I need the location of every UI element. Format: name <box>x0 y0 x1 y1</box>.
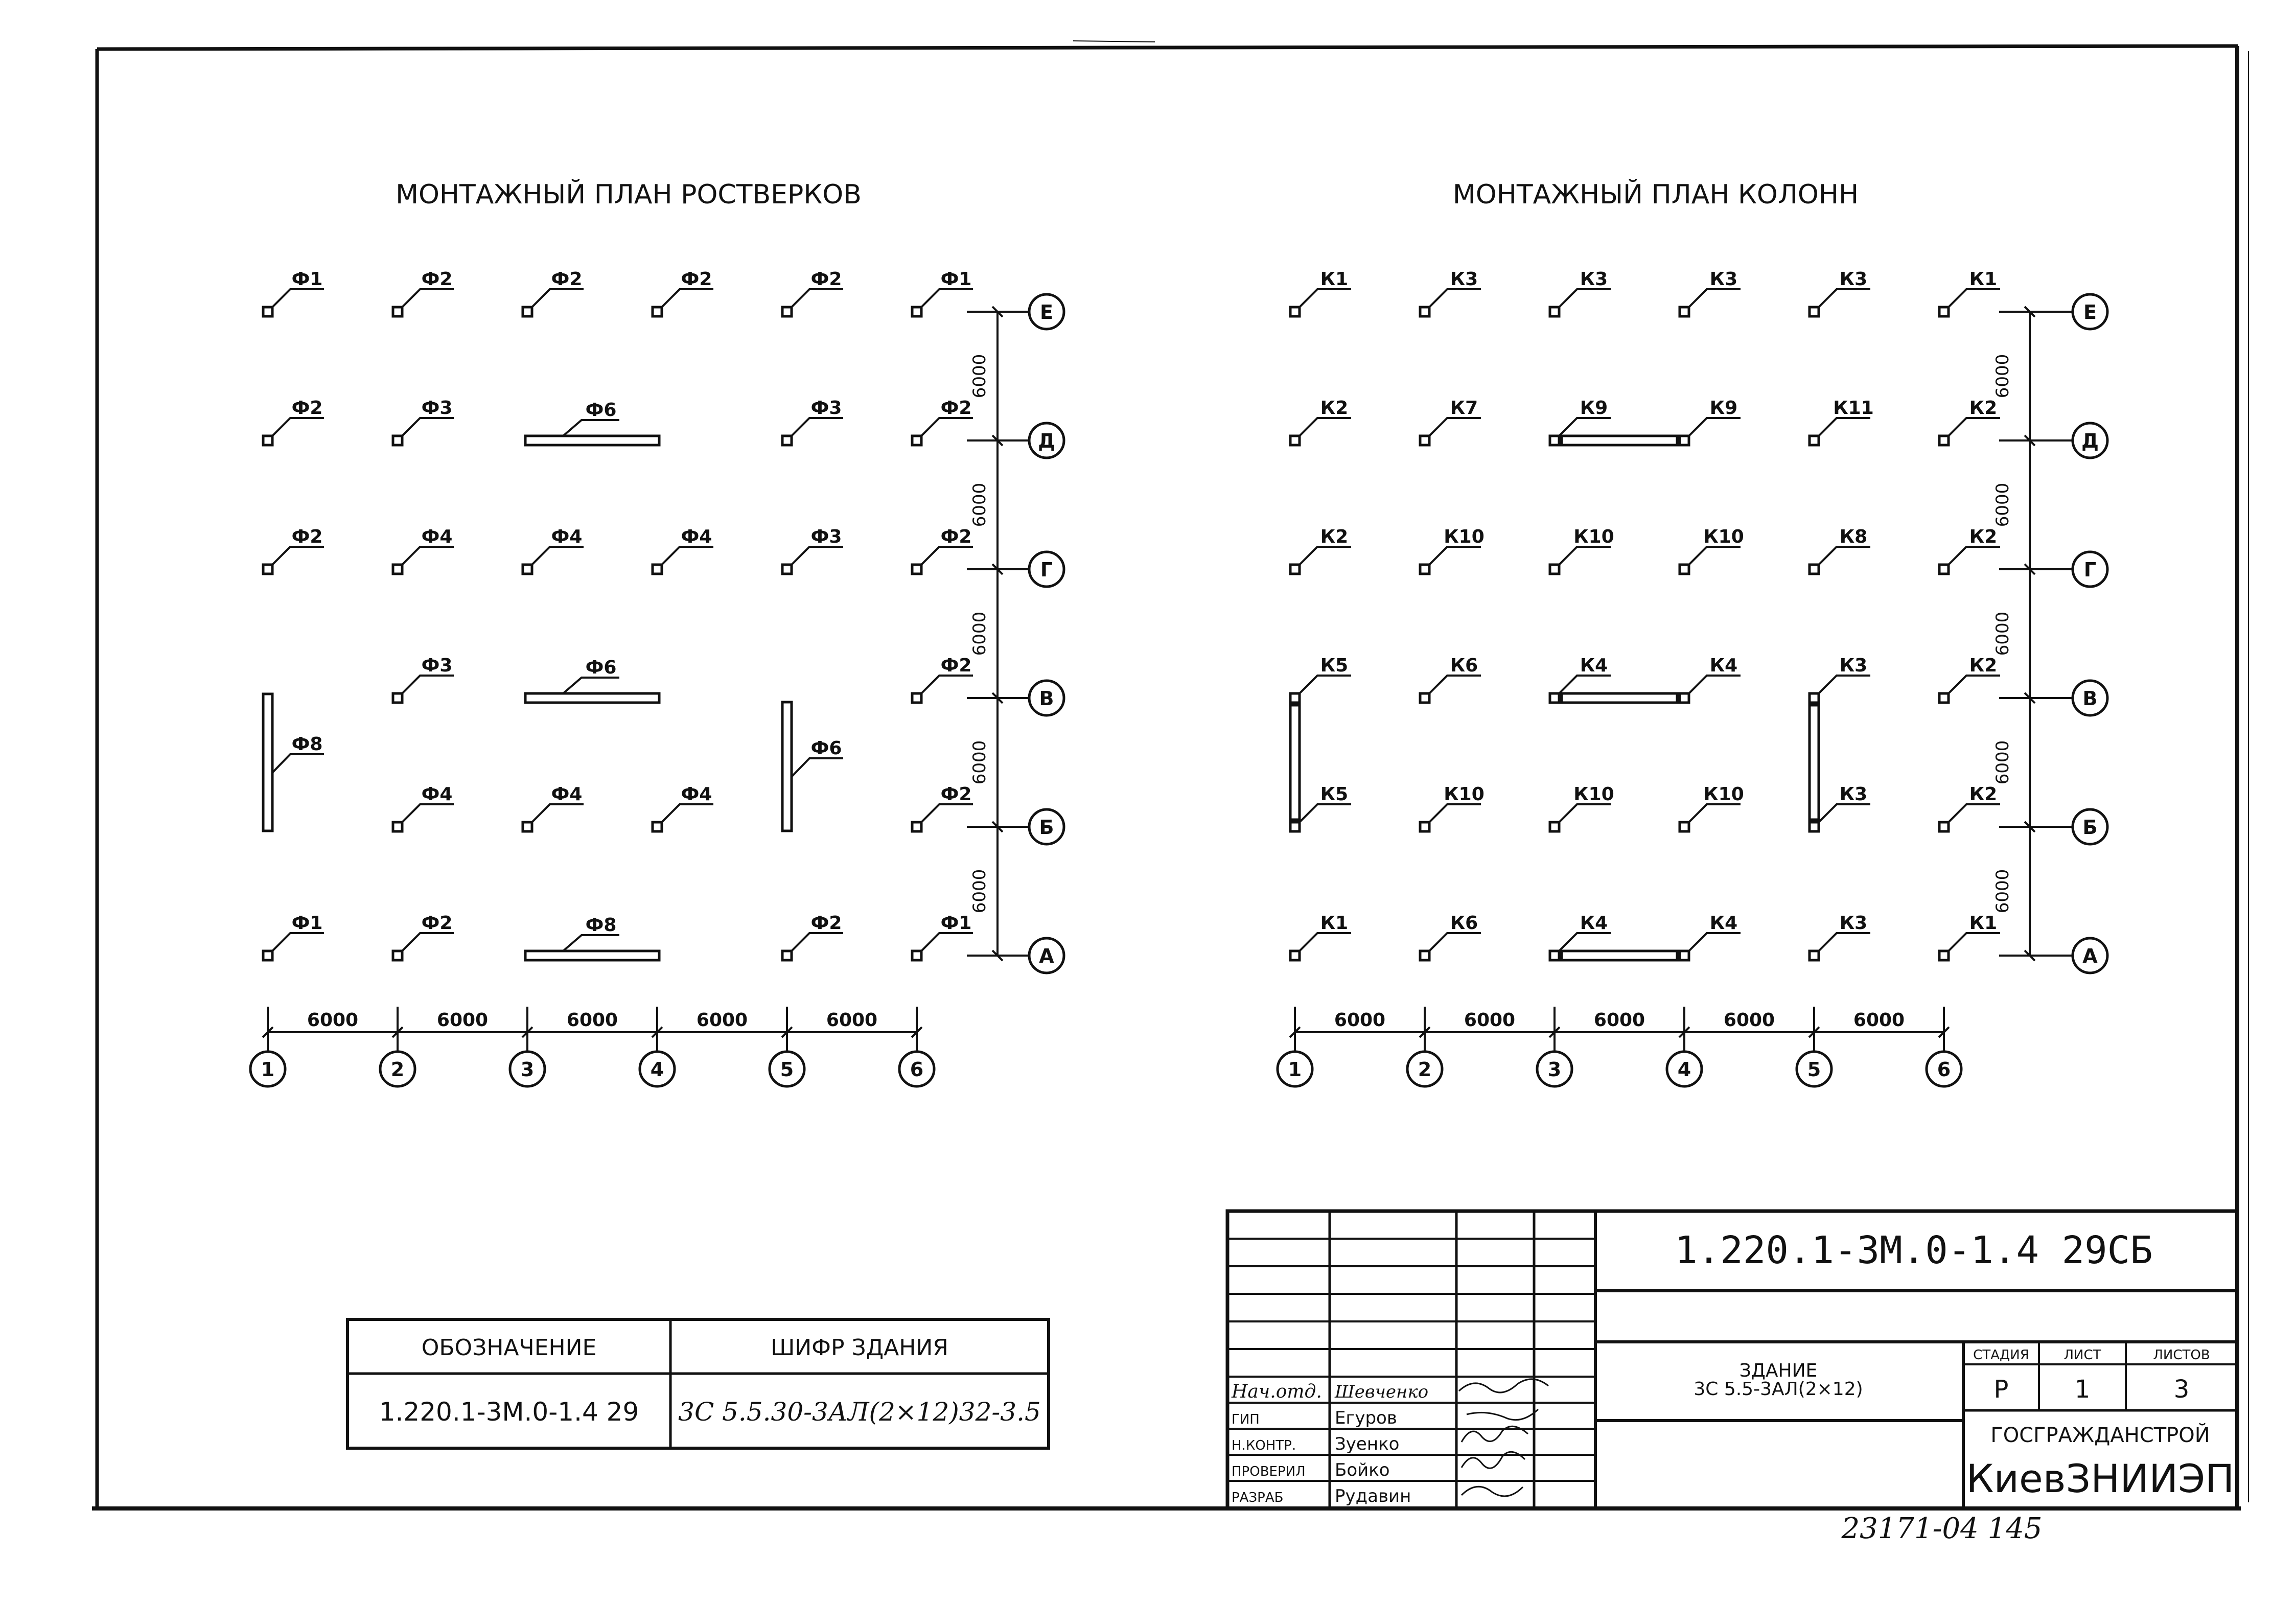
element-mark-label: Ф2 <box>810 913 842 934</box>
element-marker <box>653 526 713 574</box>
sheets-header: ЛИСТОВ <box>2153 1348 2210 1363</box>
element-mark-label: К9 <box>1580 398 1608 419</box>
element-marker <box>1420 784 1485 831</box>
element-marker <box>1939 269 2000 316</box>
element-mark-label: Ф2 <box>681 269 712 290</box>
signature-row <box>1232 1460 1390 1480</box>
element-marker <box>653 784 713 831</box>
element-mark-label: Ф3 <box>421 398 453 419</box>
element-mark-label: Ф4 <box>421 526 453 547</box>
element-mark-label: К7 <box>1450 398 1478 419</box>
column-spacing-label: 6000 <box>1853 1010 1905 1031</box>
row-spacing-label: 6000 <box>969 482 990 527</box>
inventory-number: 23171-04 145 <box>1841 1512 2043 1545</box>
element-mark-label: К1 <box>1320 269 1349 290</box>
signature-role: ГИП <box>1232 1412 1260 1427</box>
row-axis-bubble <box>2073 294 2107 329</box>
row-axis-bubble <box>2073 681 2107 715</box>
element-mark-label: К2 <box>1969 398 1998 419</box>
document-code: 1.220.1-3М.0-1.4 29СБ <box>1675 1228 2153 1272</box>
element-mark-label: Ф6 <box>810 738 842 759</box>
organization-line2: КиевЗНИИЭП <box>1966 1456 2235 1501</box>
element-marker <box>1939 398 2000 445</box>
element-marker <box>263 913 324 960</box>
row-axis-bubble <box>1029 423 1064 458</box>
element-mark-label: Ф2 <box>421 269 453 290</box>
element-mark-label: Ф2 <box>940 526 972 547</box>
element-marker <box>1810 398 1874 445</box>
column-spacing-label: 6000 <box>1334 1010 1386 1031</box>
column-axis-bubble-label: 2 <box>1418 1058 1432 1081</box>
element-mark-label: Ф4 <box>681 784 712 805</box>
beam-bar <box>1562 693 1677 703</box>
column-axis-bubble-label: 4 <box>650 1058 664 1081</box>
row-axis-bubble-label: Е <box>1040 301 1053 323</box>
row-axis-bubble-label: В <box>1039 687 1054 710</box>
row-spacing-label: 6000 <box>1992 611 2013 656</box>
element-mark-label: К4 <box>1580 913 1608 934</box>
element-marker <box>1810 526 1870 574</box>
row-axis-bubble-label: Б <box>2082 816 2098 839</box>
element-marker <box>1810 913 1870 960</box>
row-axis-bubble <box>1029 938 1064 973</box>
column-spacing-label: 6000 <box>696 1010 748 1031</box>
signature-name: Шевченко <box>1335 1382 1429 1402</box>
column-axis-bubble <box>1278 1052 1312 1086</box>
element-marker <box>1810 655 1870 703</box>
element-marker <box>523 269 584 316</box>
element-mark-label: К5 <box>1320 784 1349 805</box>
column-plan-grid <box>1278 269 2107 1086</box>
element-marker <box>1810 269 1870 316</box>
element-mark-label: К9 <box>1709 398 1738 419</box>
element-mark-label: Ф6 <box>585 657 617 678</box>
column-axis-bubble-label: 3 <box>1547 1058 1562 1081</box>
column-axis-bubble <box>1667 1052 1702 1086</box>
row-axis-bubble-label: А <box>1039 945 1054 967</box>
element-mark-label: К10 <box>1573 784 1614 805</box>
signature-role: ПРОВЕРИЛ <box>1232 1464 1306 1479</box>
element-marker <box>653 269 713 316</box>
element-mark-label: Ф2 <box>291 526 323 547</box>
element-marker <box>912 784 973 831</box>
element-mark-label: К4 <box>1580 655 1608 676</box>
beam-bar <box>1562 436 1677 445</box>
sheet-header: ЛИСТ <box>2063 1348 2101 1363</box>
signature-row <box>1232 1486 1411 1506</box>
element-mark-label: Ф3 <box>421 655 453 676</box>
element-mark-label: Ф8 <box>585 915 617 936</box>
stage-header: СТАДИЯ <box>1973 1348 2029 1363</box>
element-mark-label: Ф1 <box>291 913 323 934</box>
row-spacing-label: 6000 <box>1992 869 2013 914</box>
element-mark-label: К3 <box>1839 784 1868 805</box>
element-mark-label: К5 <box>1320 655 1349 676</box>
column-axis-bubble <box>510 1052 545 1086</box>
row-axis-bubble-label: А <box>2082 945 2098 967</box>
element-mark-label: К2 <box>1320 526 1349 547</box>
row-spacing-label: 6000 <box>969 354 990 399</box>
element-mark-label: К6 <box>1450 655 1478 676</box>
element-mark-label: Ф6 <box>585 400 617 421</box>
element-marker <box>1290 398 1351 445</box>
row-axis-bubble <box>1029 809 1064 844</box>
row-axis-bubble-label: Е <box>2083 301 2097 323</box>
element-mark-label: Ф1 <box>940 913 972 934</box>
element-mark-label: К8 <box>1839 526 1868 547</box>
designation-header: ОБОЗНАЧЕНИЕ <box>421 1335 597 1361</box>
column-axis-bubble <box>770 1052 804 1086</box>
element-marker <box>782 526 843 574</box>
row-axis-bubble <box>2073 809 2107 844</box>
element-marker <box>1420 913 1481 960</box>
drawing-frame <box>92 41 2248 1508</box>
element-marker <box>1939 655 2000 703</box>
element-bar <box>525 915 659 960</box>
element-marker <box>1550 269 1611 316</box>
row-axis-bubble <box>1029 552 1064 587</box>
element-mark-label: Ф1 <box>940 269 972 290</box>
row-spacing-label: 6000 <box>969 869 990 914</box>
element-bar <box>525 657 659 703</box>
column-spacing-label: 6000 <box>1593 1010 1645 1031</box>
signature-name: Егуров <box>1335 1408 1397 1428</box>
element-marker <box>1420 526 1485 574</box>
element-marker <box>1550 526 1614 574</box>
element-marker <box>393 398 454 445</box>
element-marker <box>1550 784 1614 831</box>
column-axis-bubble <box>1927 1052 1961 1086</box>
element-mark-label: К3 <box>1709 269 1738 290</box>
title-block <box>1227 1211 2237 1508</box>
element-mark-label: Ф3 <box>810 526 842 547</box>
element-mark-label: Ф4 <box>551 784 583 805</box>
element-marker <box>263 398 324 445</box>
signature-role: РАЗРАБ <box>1232 1490 1284 1505</box>
column-spacing-label: 6000 <box>1464 1010 1516 1031</box>
element-mark-label: К3 <box>1450 269 1478 290</box>
column-axis-bubble <box>899 1052 934 1086</box>
element-marker <box>1680 784 1744 831</box>
row-axis-bubble-label: Г <box>2083 559 2097 581</box>
element-mark-label: К1 <box>1320 913 1349 934</box>
element-marker <box>263 526 324 574</box>
foundation-plan-grid <box>250 269 1064 1086</box>
element-mark-label: Ф3 <box>810 398 842 419</box>
element-marker <box>393 526 454 574</box>
element-marker <box>782 913 843 960</box>
foundation-plan <box>250 179 1064 1086</box>
element-marker <box>782 398 843 445</box>
element-mark-label: К4 <box>1709 913 1738 934</box>
element-marker <box>1290 269 1351 316</box>
object-name-line1: ЗДАНИЕ <box>1739 1360 1818 1381</box>
row-axis-bubble <box>2073 552 2107 587</box>
element-mark-label: Ф2 <box>940 398 972 419</box>
sheets-value: 3 <box>2173 1375 2190 1404</box>
element-marker <box>1290 655 1351 703</box>
element-mark-label: Ф8 <box>291 734 323 755</box>
row-spacing-label: 6000 <box>1992 354 2013 399</box>
element-mark-label: Ф4 <box>421 784 453 805</box>
element-marker <box>1680 526 1744 574</box>
element-mark-label: Ф2 <box>940 655 972 676</box>
element-marker <box>912 655 973 703</box>
element-marker <box>912 398 973 445</box>
beam-bar <box>1810 705 1819 820</box>
column-axis-bubble-label: 5 <box>1807 1058 1821 1081</box>
element-marker <box>1290 913 1351 960</box>
column-axis-bubble-label: 6 <box>910 1058 924 1081</box>
row-spacing-label: 6000 <box>1992 740 2013 785</box>
element-marker <box>523 526 584 574</box>
signature-role: Нач.отд. <box>1232 1381 1322 1402</box>
element-mark-label: К10 <box>1444 784 1485 805</box>
element-mark-label: К10 <box>1573 526 1614 547</box>
element-mark-label: Ф4 <box>681 526 712 547</box>
designation-value: 1.220.1-3М.0-1.4 29 <box>379 1397 639 1427</box>
building-code-value: 3С 5.5.30-3АЛ(2×12)32-3.5 <box>678 1397 1041 1427</box>
element-marker <box>1420 655 1481 703</box>
element-marker <box>1680 398 1741 445</box>
row-spacing-label: 6000 <box>1992 482 2013 527</box>
element-mark-label: К3 <box>1839 655 1868 676</box>
element-mark-label: К11 <box>1833 398 1874 419</box>
signature-name: Бойко <box>1335 1460 1390 1480</box>
column-axis-bubble <box>1407 1052 1442 1086</box>
column-plan-title: МОНТАЖНЫЙ ПЛАН КОЛОНН <box>1452 179 1859 210</box>
element-mark-label: Ф2 <box>810 269 842 290</box>
stage-value: Р <box>1993 1375 2009 1404</box>
row-axis-bubble-label: Д <box>1038 430 1055 452</box>
element-marker <box>393 269 454 316</box>
element-mark-label: Ф1 <box>291 269 323 290</box>
row-axis-bubble <box>1029 681 1064 715</box>
element-mark-label: Ф2 <box>940 784 972 805</box>
organization-line1: ГОСГРАЖДАНСТРОЙ <box>1990 1424 2210 1447</box>
element-mark-label: К3 <box>1580 269 1608 290</box>
element-bar <box>782 702 843 831</box>
element-marker <box>1939 784 2000 831</box>
element-mark-label: К4 <box>1709 655 1738 676</box>
element-marker <box>393 655 454 703</box>
element-mark-label: Ф2 <box>291 398 323 419</box>
signature-row <box>1232 1434 1399 1454</box>
row-spacing-label: 6000 <box>969 740 990 785</box>
element-marker <box>912 269 973 316</box>
signature-name: Зуенко <box>1335 1434 1400 1454</box>
column-axis-bubble <box>380 1052 415 1086</box>
designation-table <box>347 1319 1049 1448</box>
element-mark-label: К3 <box>1839 913 1868 934</box>
element-marker <box>393 784 454 831</box>
column-axis-bubble <box>640 1052 675 1086</box>
element-mark-label: К10 <box>1703 526 1744 547</box>
element-marker <box>1680 269 1741 316</box>
element-marker <box>1680 655 1741 703</box>
column-axis-bubble-label: 1 <box>1288 1058 1302 1081</box>
column-axis-bubble <box>250 1052 285 1086</box>
element-mark-label: К2 <box>1969 655 1998 676</box>
element-mark-label: К2 <box>1320 398 1349 419</box>
element-marker <box>912 526 973 574</box>
column-axis-bubble-label: 3 <box>520 1058 535 1081</box>
element-marker <box>1939 526 2000 574</box>
element-marker <box>1420 398 1481 445</box>
element-marker <box>263 269 324 316</box>
column-axis-bubble-label: 1 <box>261 1058 275 1081</box>
object-name-line2: 3С 5.5-3АЛ(2×12) <box>1694 1379 1863 1400</box>
element-marker <box>1420 269 1481 316</box>
beam-bar <box>1562 951 1677 960</box>
row-axis-bubble-label: Д <box>2081 430 2099 452</box>
element-marker <box>1290 526 1351 574</box>
column-axis-bubble-label: 5 <box>780 1058 794 1081</box>
element-marker <box>1680 913 1741 960</box>
column-spacing-label: 6000 <box>436 1010 489 1031</box>
element-bar <box>263 694 324 831</box>
beam-bar <box>1290 705 1300 820</box>
element-mark-label: К2 <box>1969 526 1998 547</box>
row-axis-bubble-label: В <box>2082 687 2098 710</box>
element-mark-label: К6 <box>1450 913 1478 934</box>
building-code-header: ШИФР ЗДАНИЯ <box>771 1335 948 1361</box>
element-mark-label: К10 <box>1703 784 1744 805</box>
column-axis-bubble-label: 2 <box>390 1058 405 1081</box>
element-mark-label: К1 <box>1969 269 1998 290</box>
column-plan <box>1278 179 2107 1086</box>
element-mark-label: К3 <box>1839 269 1868 290</box>
column-spacing-label: 6000 <box>826 1010 878 1031</box>
element-mark-label: Ф4 <box>551 526 583 547</box>
signature-name: Рудавин <box>1335 1486 1411 1506</box>
row-axis-bubble <box>2073 938 2107 973</box>
element-mark-label: К1 <box>1969 913 1998 934</box>
signature-role: Н.КОНТР. <box>1232 1438 1296 1453</box>
element-mark-label: К2 <box>1969 784 1998 805</box>
element-mark-label: Ф2 <box>551 269 583 290</box>
column-spacing-label: 6000 <box>566 1010 618 1031</box>
element-mark-label: Ф2 <box>421 913 453 934</box>
row-axis-bubble-label: Г <box>1040 559 1053 581</box>
column-axis-bubble-label: 4 <box>1677 1058 1691 1081</box>
column-axis-bubble-label: 6 <box>1937 1058 1951 1081</box>
row-axis-bubble-label: Б <box>1039 816 1054 839</box>
column-spacing-label: 6000 <box>1723 1010 1775 1031</box>
row-spacing-label: 6000 <box>969 611 990 656</box>
element-marker <box>523 784 584 831</box>
element-marker <box>393 913 454 960</box>
column-axis-bubble <box>1537 1052 1572 1086</box>
signature-row <box>1232 1408 1397 1428</box>
element-marker <box>1939 913 2000 960</box>
row-axis-bubble <box>1029 294 1064 329</box>
column-axis-bubble <box>1797 1052 1831 1086</box>
element-marker <box>912 913 973 960</box>
row-axis-bubble <box>2073 423 2107 458</box>
sheet-value: 1 <box>2074 1375 2091 1404</box>
element-marker <box>782 269 843 316</box>
column-spacing-label: 6000 <box>307 1010 359 1031</box>
element-mark-label: К10 <box>1444 526 1485 547</box>
element-bar <box>525 400 659 445</box>
foundation-plan-title: МОНТАЖНЫЙ ПЛАН РОСТВЕРКОВ <box>396 179 862 210</box>
